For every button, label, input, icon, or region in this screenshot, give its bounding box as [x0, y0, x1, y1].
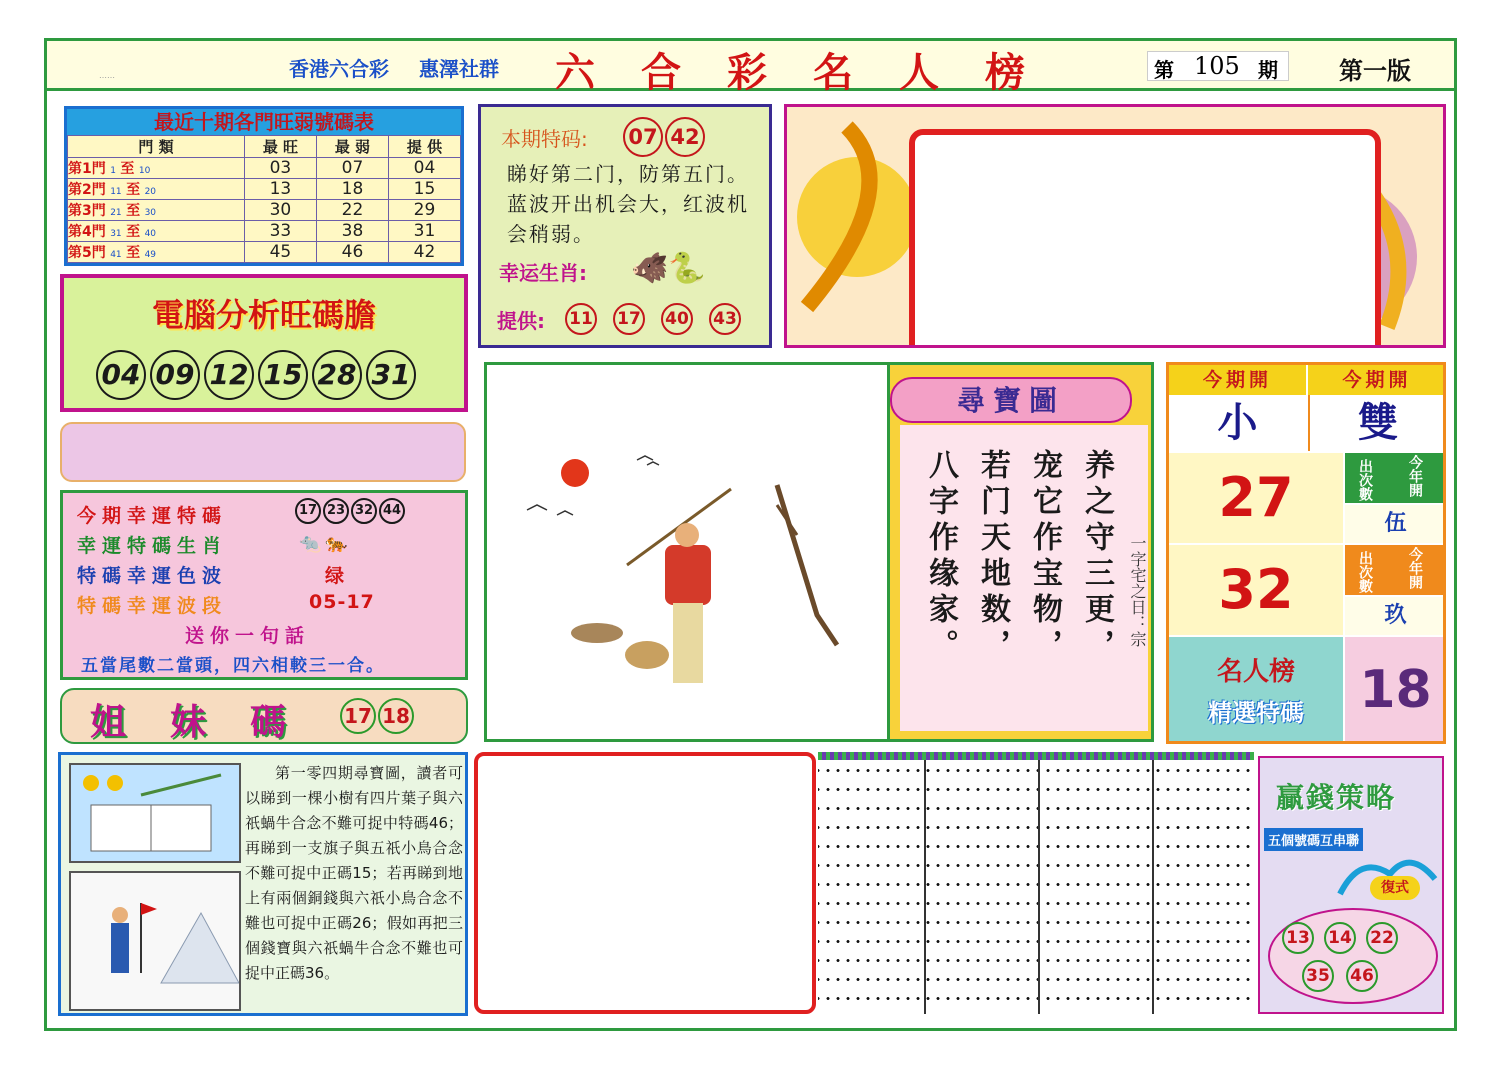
famous-number: 18: [1345, 637, 1446, 743]
treasure-side-note: 一字宅之日：宗: [1128, 535, 1147, 647]
gift-label: 送你一句話: [185, 625, 311, 647]
sister-panel: [60, 688, 468, 744]
provide-ball: 11: [565, 303, 597, 335]
poem-col-4: 八字作缘家。: [923, 449, 958, 665]
famous-title: 名人榜: [1216, 657, 1295, 687]
blank-banner: [60, 422, 466, 482]
parity-value: 雙: [1308, 395, 1446, 451]
grid-divider: [1152, 760, 1154, 1014]
computer-numbers: [96, 350, 420, 400]
tens-table-header: [68, 136, 461, 158]
strategy-row-2: [1302, 960, 1380, 992]
sister-ball: 17: [340, 698, 376, 734]
cold-cell: 38: [316, 221, 388, 242]
table-row: [68, 158, 461, 179]
treasure-map-panel: [887, 365, 1153, 741]
treasure-poem-area: [900, 425, 1148, 731]
computer-ball: 28: [312, 350, 362, 400]
lucky-range-value: 05-17: [309, 591, 375, 613]
table-row: [68, 179, 461, 200]
decor-banner: [784, 104, 1446, 348]
issue-prefix: 第: [1154, 58, 1174, 82]
strategy-subtitle: 五個號碼互串聯: [1264, 828, 1363, 851]
special-text: 睇好第二门，防第五门。蓝波开出机会大，红波机会稍弱。: [507, 162, 749, 246]
special-panel: [478, 104, 772, 348]
tip-cell: 31: [388, 221, 460, 242]
poem-col-2: 宠它作宝物，: [1027, 449, 1062, 665]
page-title: 六合彩名人榜: [555, 49, 1071, 96]
farmer-illustration: [487, 365, 887, 741]
cold-cell: 46: [316, 242, 388, 263]
provide-ball: 40: [661, 303, 693, 335]
story-panel: [58, 752, 468, 1016]
lucky-ball: 44: [379, 498, 405, 524]
computer-ball: 31: [366, 350, 416, 400]
tip-cell: 42: [388, 242, 460, 263]
stats-head-1: 今期開: [1169, 365, 1306, 395]
famous-subtitle: 精選特碼: [1208, 699, 1304, 727]
stats-panel: [1166, 362, 1446, 744]
sister-label: 姐妹碼: [90, 701, 331, 743]
strategy-ball: 13: [1282, 922, 1314, 954]
num-value-2: 32: [1169, 545, 1343, 635]
hot-cell: 45: [244, 242, 316, 263]
table-row: [68, 221, 461, 242]
provide-label: 提供:: [497, 309, 545, 333]
gate-cell: 第5門 41 至 49: [68, 242, 245, 263]
computer-ball: 12: [204, 350, 254, 400]
brand-community: 惠澤社群: [419, 57, 499, 81]
tens-table-panel: [64, 106, 464, 266]
computer-title: 電腦分析旺碼膽: [151, 296, 376, 334]
hot-cell: 03: [244, 158, 316, 179]
strategy-ball: 46: [1346, 960, 1378, 992]
strategy-ball: 22: [1366, 922, 1398, 954]
strategy-title: 贏錢策略: [1276, 781, 1397, 814]
gate-cell: 第2門 11 至 20: [68, 179, 245, 200]
cold-cell: 22: [316, 200, 388, 221]
count-value-1: 伍: [1345, 505, 1446, 543]
strategy-ellipse: [1268, 908, 1438, 1004]
lucky-row2-label: 幸運特碼生肖: [77, 535, 228, 557]
table-row: [68, 242, 461, 263]
blank-red-box: [474, 752, 816, 1014]
book-illustration: [69, 763, 241, 863]
header-small-text: ……: [99, 71, 115, 80]
tens-table-title: 最近十期各門旺弱號碼表: [67, 109, 461, 135]
computer-ball: 15: [258, 350, 308, 400]
table-row: [68, 200, 461, 221]
brand-hk-lottery: 香港六合彩: [289, 57, 389, 81]
picture-area: [484, 362, 1154, 742]
sister-numbers: [340, 698, 416, 734]
grid-top-border: [818, 752, 1254, 760]
special-ball: 42: [665, 117, 705, 157]
white-placeholder-box: [909, 129, 1381, 348]
stats-head-2: 今期開: [1308, 365, 1446, 395]
saying-text: 五當尾數二當頭，四六相較三一合。: [81, 656, 385, 676]
tip-cell: 29: [388, 200, 460, 221]
gate-cell: 第4門 31 至 40: [68, 221, 245, 242]
col-header: 提 供: [388, 136, 460, 158]
strategy-ball: 35: [1302, 960, 1334, 992]
issue-suffix: 期: [1258, 58, 1278, 82]
gate-cell: 第1門 1 至 10: [68, 158, 245, 179]
lucky-row1-numbers: [295, 497, 407, 524]
lucky-row1-label: 今期幸運特碼: [77, 505, 228, 527]
dot-pattern-grid: [818, 752, 1254, 1014]
provide-numbers: [565, 303, 743, 335]
lucky-ball: 32: [351, 498, 377, 524]
lucky-ball: 17: [295, 498, 321, 524]
special-numbers: [623, 117, 707, 157]
header-bar: [47, 41, 1454, 96]
edition-label: 第一版: [1339, 57, 1411, 85]
poem-col-1: 养之守三更，: [1079, 449, 1114, 665]
compound-tag: 復式: [1370, 876, 1420, 900]
tens-table: [67, 135, 461, 263]
lucky-color-value: 绿: [325, 565, 351, 587]
col-header: 門 類: [68, 136, 245, 158]
count-label-2: 出次數 今年開: [1345, 545, 1446, 595]
provide-ball: 17: [613, 303, 645, 335]
lucky-panel: [60, 490, 468, 680]
story-text: 第一零四期尋寶圖，讀者可以睇到一棵小樹有四片葉子與六祇蝸牛合念不難可捉中特碼46；再睇到一支旗子與五祇小鳥合念不難可捉中正碼15；若再睇到地上有兩個銅錢與六祇小鳥合念不難也可捉中正碼26；假如再把三個錢寶與六祇蝸牛合念不難也可捉中正碼36。: [245, 764, 463, 982]
sister-ball: 18: [378, 698, 414, 734]
strategy-ball: 14: [1324, 922, 1356, 954]
hot-cell: 30: [244, 200, 316, 221]
num-value-1: 27: [1169, 453, 1343, 543]
computer-ball: 09: [150, 350, 200, 400]
special-ball: 07: [623, 117, 663, 157]
provide-ball: 43: [709, 303, 741, 335]
hot-cell: 33: [244, 221, 316, 242]
size-value: 小: [1169, 395, 1306, 451]
issue-number: 105: [1194, 52, 1240, 80]
treasure-banner: 尋寶圖: [890, 377, 1132, 423]
strategy-row-1: [1282, 922, 1400, 954]
count-label-1: 出次數 今年開: [1345, 453, 1446, 503]
cold-cell: 18: [316, 179, 388, 200]
gate-cell: 第3門 21 至 30: [68, 200, 245, 221]
famous-box: [1169, 637, 1343, 743]
computer-panel: [60, 274, 468, 412]
strategy-panel: [1258, 756, 1444, 1014]
count-value-2: 玖: [1345, 597, 1446, 635]
lucky-ball: 23: [323, 498, 349, 524]
grid-divider: [924, 760, 926, 1014]
issue-box: [1147, 51, 1289, 81]
cold-cell: 07: [316, 158, 388, 179]
lucky-zodiac-label: 幸运生肖:: [499, 261, 587, 285]
zodiac-animals-icon: 🐀🐅: [299, 533, 352, 554]
poem-col-3: 若门天地数，: [975, 449, 1010, 665]
computer-ball: 04: [96, 350, 146, 400]
boar-snake-icon: 🐗🐍: [631, 251, 706, 286]
hot-cell: 13: [244, 179, 316, 200]
grid-divider: [1038, 760, 1040, 1014]
hiker-illustration: [69, 871, 241, 1011]
col-header: 最 弱: [316, 136, 388, 158]
lucky-row3-label: 特碼幸運色波: [77, 565, 228, 587]
special-label: 本期特码:: [501, 127, 588, 151]
tip-cell: 15: [388, 179, 460, 200]
col-header: 最 旺: [244, 136, 316, 158]
tip-cell: 04: [388, 158, 460, 179]
lucky-row4-label: 特碼幸運波段: [77, 595, 228, 617]
